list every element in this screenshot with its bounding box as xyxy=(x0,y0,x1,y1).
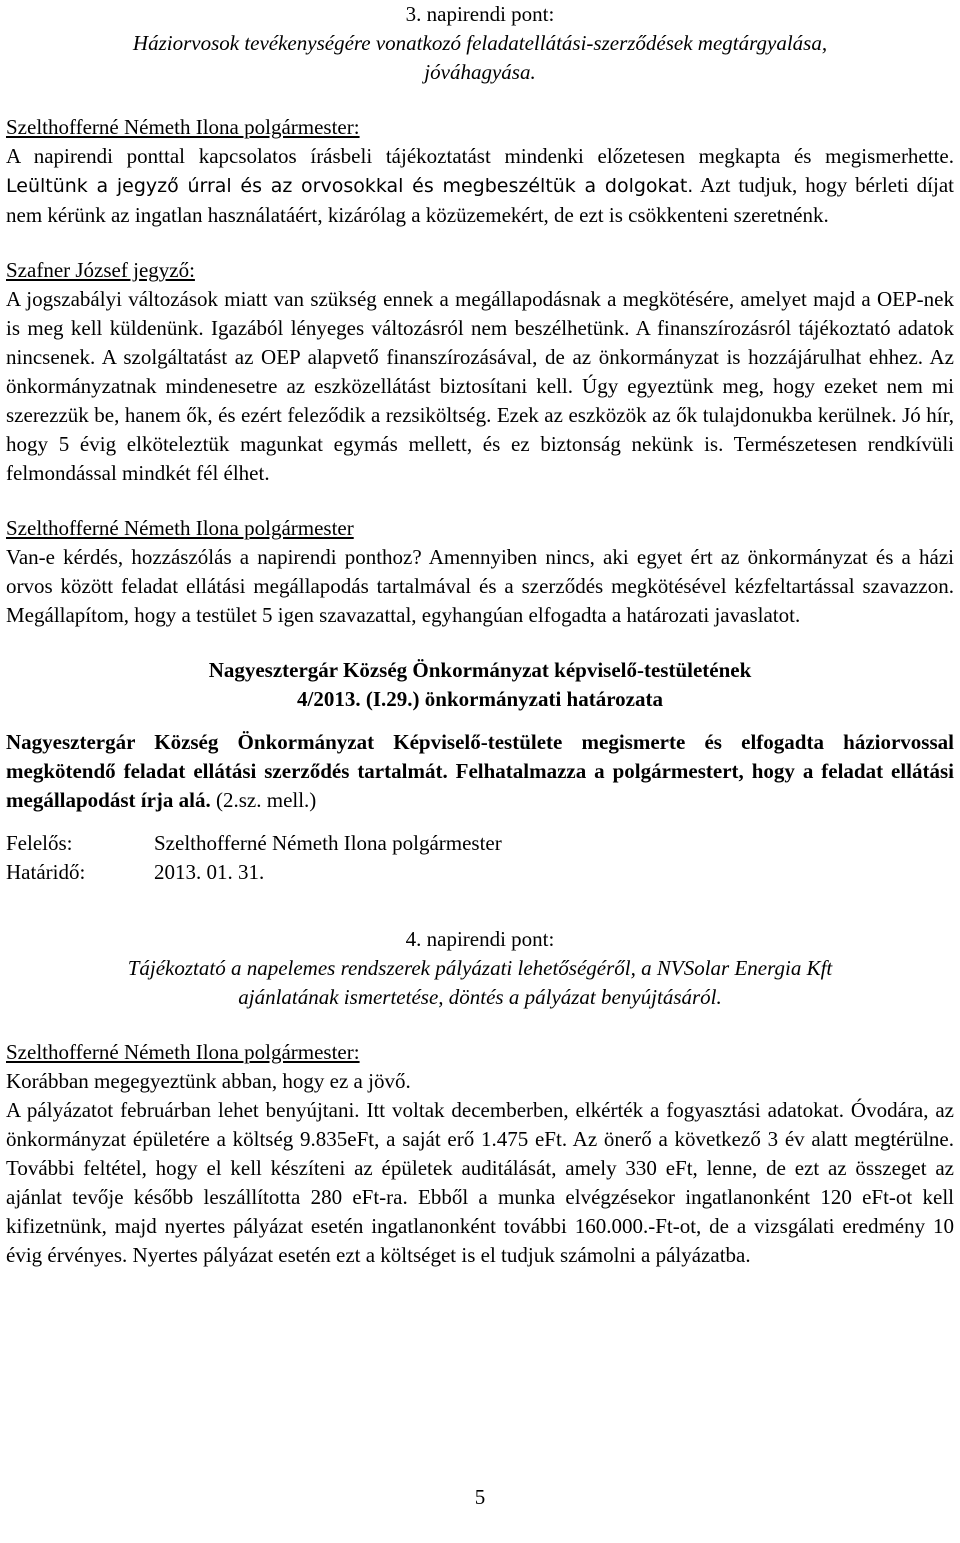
responsible-label: Felelős: xyxy=(6,831,73,855)
item4-title-line2: ajánlatának ismertetése, döntés a pályázat benyújtásáról. xyxy=(238,985,722,1009)
responsible-value: Szelthofferné Németh Ilona polgármester xyxy=(154,831,502,855)
responsible-row xyxy=(6,829,954,858)
speech2-text-a: A jogszabályi változások miatt van szükség ennek a megállapodásnak a megkötésére, amelyet majd a OEP-nek is meg kell küldenünk. Igazából lényeges változásról nem beszélhetünk. A finanszírozásról tájékoztató adatok nincsenek. xyxy=(6,287,954,369)
item3-heading: 3. napirendi pont: xyxy=(405,2,555,26)
speech3-text: Van-e kérdés, hozzászólás a napirendi ponthoz? Amennyiben nincs, aki egyet ért az önkormányzat és a házi orvos között feladat ellátási megállapodás tartalmával és a szerződés megkötésével kézfeltartással szavazzon. Megállapítom, hogy a testület 5 igen szavazattal, egyhangúan elfogadta a határozati javaslatot. xyxy=(6,545,954,627)
speech3-speaker: Szelthofferné Németh Ilona polgármester xyxy=(6,516,354,540)
item4-heading: 4. napirendi pont: xyxy=(405,927,555,951)
document-page xyxy=(6,0,954,1270)
resolution-body-tail: (2.sz. mell.) xyxy=(210,788,317,812)
speech1-text-c: Azt tudjuk, hogy bérleti díjat nem kérünk az ingatlan használatáért, kizárólag a közüzemekért, de ezt is csökkenteni szeretnénk. xyxy=(6,173,954,227)
item3-heading-block xyxy=(6,0,954,87)
speech1-text-b: Leültünk a jegyző úrral és az orvosokkal és megbeszéltük a dolgokat. xyxy=(6,175,694,197)
speech1-text xyxy=(6,142,954,230)
resolution-title-line1: Nagyesztergár Község Önkormányzat képviselő-testületének xyxy=(208,658,752,682)
resolution-body-bold: Nagyesztergár Község Önkormányzat Képviselő-testülete megismerte és elfogadta háziorvossal megkötendő feladat ellátási szerződés tartalmát. Felhatalmazza a polgármestert, hogy a feladat ellátási megállapodást írja alá. xyxy=(6,730,954,812)
deadline-row xyxy=(6,858,954,887)
deadline-label: Határidő: xyxy=(6,860,86,884)
speech1-speaker: Szelthofferné Németh Ilona polgármester: xyxy=(6,115,360,139)
speech4-text: A pályázatot februárban lehet benyújtani. Itt voltak decemberben, elkérték a fogyasztási adatokat. Óvodára, az önkormányzat épületére a költség 9.835eFt, a saját erő 1.475 eFt. Az önerő a következő 3 év alatt megtérülne. További feltétel, hogy el kell készíteni az épületek auditálását, amely 330 eFt, lenne, de ezt az összeget az ajánlat tevője később leszállította 280 eFt-ra. Ebből a munka elvégzésekor ingatlanonként 120 eFt-ot kell kifizetnünk, majd nyertes pályázat esetén ingatlanonként további 160.000.-Ft-ot, de a vizsgálati eredmény 10 évig érvényes. Nyertes pályázat esetén ezt a költséget is el tudjuk számolni a pályázatba. xyxy=(6,1098,954,1267)
resolution-title-block xyxy=(6,656,954,714)
speech2-speaker: Szafner József jegyző: xyxy=(6,258,195,282)
resolution-body xyxy=(6,728,954,815)
speech2-text-b: A szolgáltatást az OEP alapvető finanszírozásával, de az önkormányzat is hozzájárulhat ehhez. Az önkormányzatnak mindenesetre az eszközellátást biztosítani kell. Úgy egyeztünk meg, hogy ezeket nem mi szerezzük be, hanem ők, és ezért feleződik a rezsiköltség. Ezek az eszközök az ők tulajdonukba kerülnek. Jó hír, hogy 5 évig elköteleztük magunkat egymás mellett, és ez biztonság nekünk is. Természetesen rendkívüli felmondással mindkét fél élhet. xyxy=(6,345,955,485)
item3-title-line1: Háziorvosok tevékenységére vonatkozó feladatellátási-szerződések megtárgyalása, xyxy=(132,31,828,55)
page-number: 5 xyxy=(474,1485,486,1509)
item3-title-line2: jóváhagyása. xyxy=(424,60,536,84)
speech1-text-a: A napirendi ponttal kapcsolatos írásbeli tájékoztatást mindenki előzetesen megkapta és megismerhette. xyxy=(6,144,954,168)
deadline-value: 2013. 01. 31. xyxy=(154,860,265,884)
item4-heading-block xyxy=(6,925,954,1012)
speech4-speaker: Szelthofferné Németh Ilona polgármester: xyxy=(6,1040,360,1064)
speech4-line1: Korábban megegyeztünk abban, hogy ez a jövő. xyxy=(6,1069,411,1093)
speech2-text xyxy=(6,285,954,488)
item4-title-line1: Tájékoztató a napelemes rendszerek pályázati lehetőségéről, a NVSolar Energia Kft xyxy=(127,956,833,980)
resolution-title-line2: 4/2013. (I.29.) önkormányzati határozata xyxy=(297,687,663,711)
